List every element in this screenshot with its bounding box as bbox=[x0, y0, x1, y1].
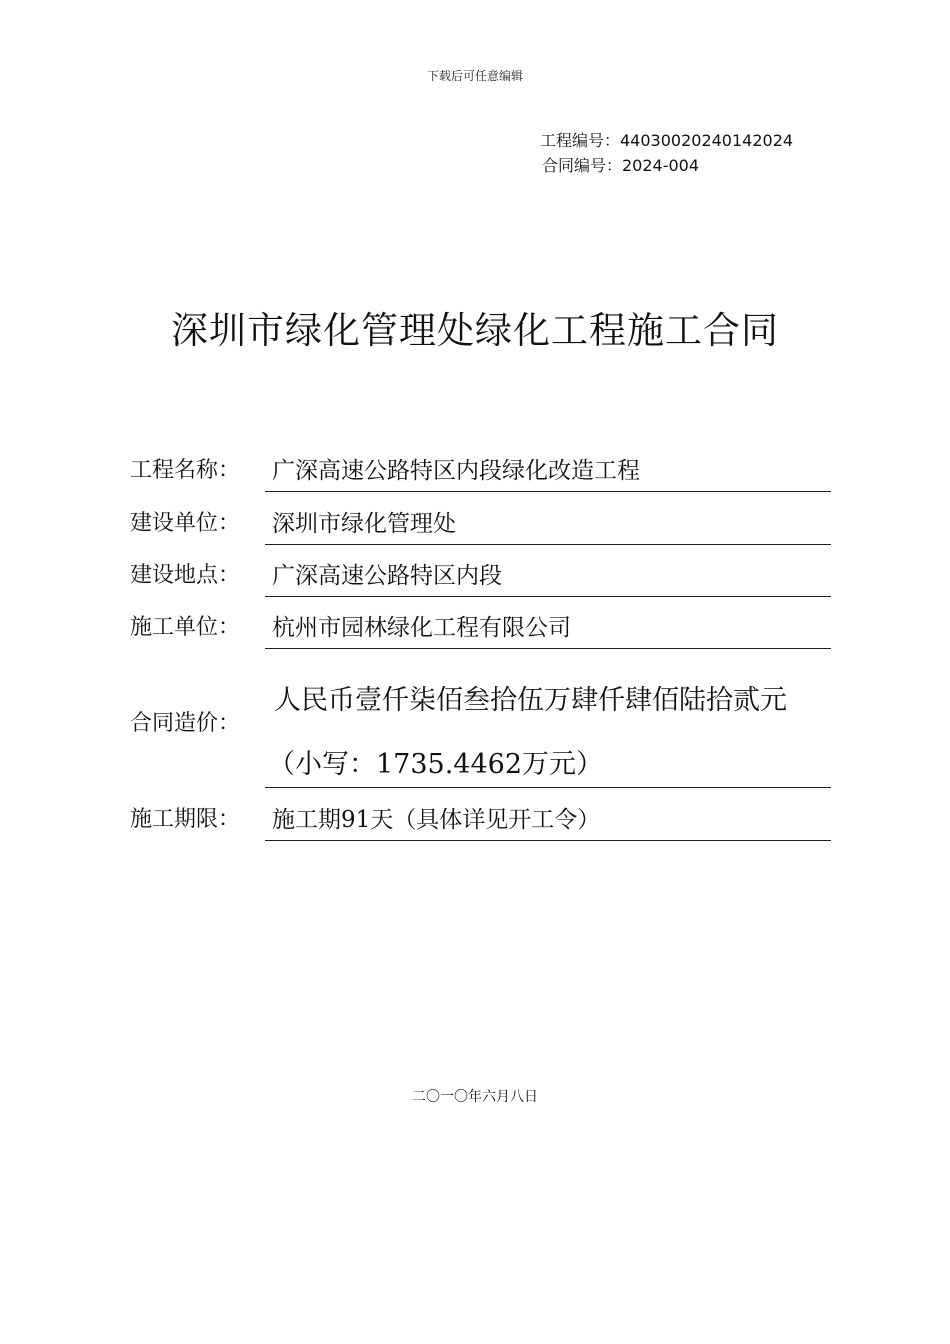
price-label: 合同造价： bbox=[130, 711, 241, 736]
site-value: 广深高速公路特区内段 bbox=[272, 563, 502, 589]
project-name-underline bbox=[265, 491, 831, 492]
builder-underline bbox=[265, 544, 831, 545]
document-title: 深圳市绿化管理处绿化工程施工合同 bbox=[171, 309, 779, 352]
price-lower-value: （小写：1735.4462万元） bbox=[268, 749, 604, 780]
contractor-underline bbox=[265, 648, 831, 649]
project-name-value: 广深高速公路特区内段绿化改造工程 bbox=[272, 458, 640, 484]
document-date: 二〇一〇年六月八日 bbox=[412, 1089, 538, 1105]
contractor-label: 施工单位： bbox=[130, 615, 241, 640]
project-number: 工程编号：44030020240142024 bbox=[540, 131, 794, 150]
builder-value: 深圳市绿化管理处 bbox=[272, 511, 456, 537]
builder-label: 建设单位： bbox=[130, 511, 241, 536]
header-note: 下载后可任意编辑 bbox=[426, 69, 523, 83]
price-upper-value: 人民币壹仟柒佰叁拾伍万肆仟肆佰陆拾贰元 bbox=[274, 685, 787, 716]
duration-value: 施工期91天（具体详见开工令） bbox=[272, 807, 601, 833]
contract-number: 合同编号：2024-004 bbox=[542, 156, 700, 175]
price-underline bbox=[265, 787, 831, 788]
duration-label: 施工期限： bbox=[130, 807, 241, 832]
site-underline bbox=[265, 596, 831, 597]
contractor-value: 杭州市园林绿化工程有限公司 bbox=[272, 615, 571, 641]
site-label: 建设地点： bbox=[130, 563, 241, 588]
duration-underline bbox=[265, 840, 831, 841]
project-name-label: 工程名称： bbox=[130, 458, 241, 483]
